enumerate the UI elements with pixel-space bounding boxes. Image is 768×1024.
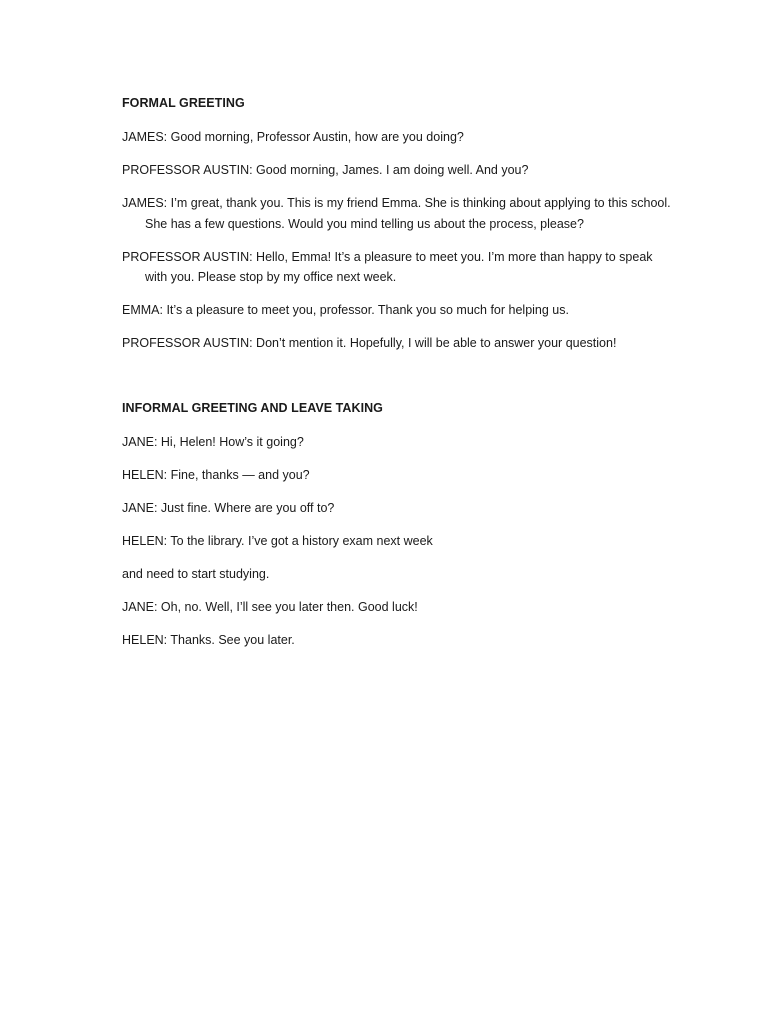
dialogue-line: HELEN: To the library. I’ve got a history exam next week xyxy=(122,534,433,548)
dialogue-line: JANE: Oh, no. Well, I’ll see you later then. Good luck! xyxy=(122,600,418,614)
dialogue-line: PROFESSOR AUSTIN: Don’t mention it. Hopefully, I will be able to answer your question! xyxy=(122,336,617,350)
dialogue-line: PROFESSOR AUSTIN: Good morning, James. I am doing well. And you? xyxy=(122,163,529,177)
dialogue-line: JANE: Just fine. Where are you off to? xyxy=(122,501,335,515)
section-heading: FORMAL GREETING xyxy=(122,96,245,110)
dialogue-line: JAMES: Good morning, Professor Austin, how are you doing? xyxy=(122,130,464,144)
dialogue-line: JANE: Hi, Helen! How’s it going? xyxy=(122,435,304,449)
document-body xyxy=(122,94,678,663)
dialogue-line: EMMA: It’s a pleasure to meet you, professor. Thank you so much for helping us. xyxy=(122,303,569,317)
section-spacer xyxy=(122,366,678,399)
dialogue-line: and need to start studying. xyxy=(122,567,270,581)
dialogue-line: HELEN: Thanks. See you later. xyxy=(122,633,295,647)
section-heading: INFORMAL GREETING AND LEAVE TAKING xyxy=(122,401,383,415)
dialogue-line: PROFESSOR AUSTIN: Hello, Emma! It’s a pleasure to meet you. I’m more than happy to speak with you. Please stop by my office next week. xyxy=(122,249,653,284)
section-informal-greeting xyxy=(122,399,678,651)
section-formal-greeting xyxy=(122,94,678,354)
dialogue-line: HELEN: Fine, thanks — and you? xyxy=(122,468,310,482)
dialogue-line: JAMES: I’m great, thank you. This is my friend Emma. She is thinking about applying to this school. She has a few questions. Would you mind telling us about the process, please? xyxy=(122,196,671,231)
